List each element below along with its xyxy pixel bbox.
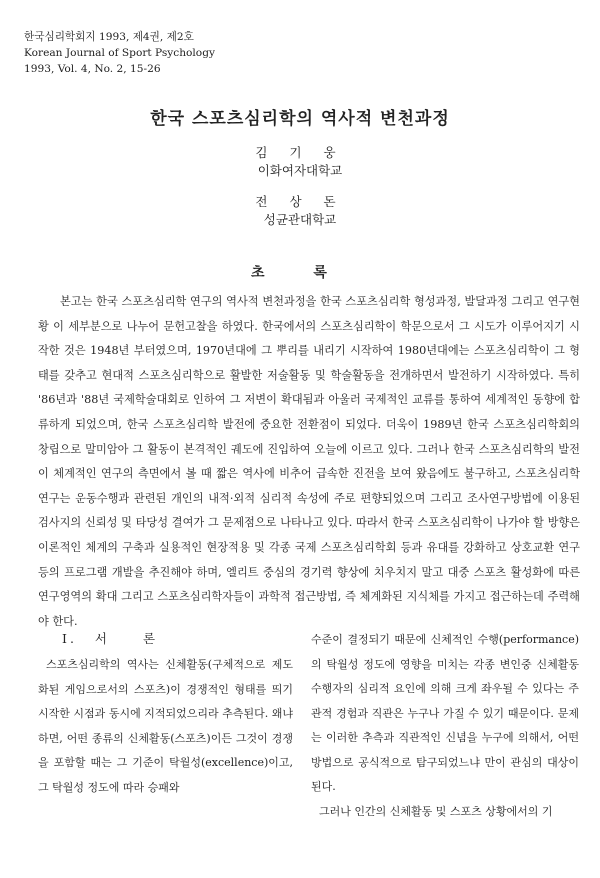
author-block-1 [0, 143, 600, 179]
body-paragraph: 수준이 결정되기 때문에 신체적인 수행(performance)의 탁월성 정도에 영향을 미치는 각종 변인중 신체활동 수행자의 심리적 요인에 의해 크게 좌우될 수 있다는 주관적 경험과 직관은 누구나 가질 수 있기 때문이다. 문제는 이러한 추측과 직관적인 신념을 누구에 의해서, 어떤 방법으로 공식적으로 탐구되었느냐 만이 관심의 대상이 된다. [311, 633, 579, 793]
body-column-right [311, 628, 579, 824]
body-paragraph: 그러나 인간의 신체활동 및 스포츠 상황에서의 기 [319, 804, 553, 818]
author-affiliation: 이화여자대학교 [257, 163, 343, 178]
section-title: 서 론 [94, 631, 172, 646]
body-column-left [38, 653, 293, 800]
body-paragraph: 스포츠심리학의 역사는 신체활동(구체적으로 제도화된 게임으로서의 스포츠)이 경쟁적인 형태를 띄기 시작한 시점과 동시에 지적되었으리라 추측된다. 왜냐하면, 어떤 종류의 신체활동(스포츠)이든 그것이 경쟁을 포함할 때는 그 기준이 탁월성(excellence)이고, 그 탁월성 정도에 따라 승패와 [38, 658, 293, 794]
journal-name-english: Korean Journal of Sport Psychology [24, 47, 215, 59]
abstract-body [38, 290, 580, 634]
section-heading [62, 629, 171, 647]
author-block-2 [0, 192, 600, 228]
abstract-heading: 초 록 [251, 265, 349, 281]
author-affiliation: 성균관대학교 [263, 212, 337, 227]
section-number: Ⅰ. [62, 631, 77, 646]
paper-title: 한국 스포츠심리학의 역사적 변천과정 [150, 109, 450, 129]
journal-volume-english: 1993, Vol. 4, No. 2, 15-26 [24, 63, 161, 75]
journal-issue-korean: 한국심리학회지 1993, 제4권, 제2호 [24, 31, 194, 43]
journal-citation [24, 29, 215, 77]
author-name: 전 상 돈 [255, 194, 345, 209]
abstract-text: 본고는 한국 스포츠심리학 연구의 역사적 변천과정을 한국 스포츠심리학 형성과정, 발달과정 그리고 연구현황 이 세부분으로 나누어 문헌고찰을 하였다. 한국에서의 스포츠심리학이 학문으로서 그 시도가 이루어지기 시작한 것은 1948년 부터였으며, 1970년대에 그 뿌리를 내리기 시작하여 1980년대에는 스포츠심리학이 그 형태를 갖추고 현대적 스포츠심리학으로 활발한 저술활동 및 학술활동을 전개하면서 발전하기 시작하였다. 특히 '86년과 '88년 국제학술대회로 인하여 그 저변이 확대됨과 아울러 국제적인 교류를 통하여 세계적인 동향에 합류하게 되었으며, 한국 스포츠심리학 발전에 중요한 전환점이 되었다. 더욱이 1989년 한국 스포츠심리학회의 창립으로 말미암아 그 활동이 본격적인 궤도에 진입하여 오늘에 이르고 있다. 그러나 한국 스포츠심리학의 발전이 체계적인 연구의 측면에서 볼 때 짧은 역사에 비추어 급속한 진전을 보여 왔음에도 불구하고, 스포츠심리학 연구는 운동수행과 관련된 개인의 내적·외적 심리적 속성에 주로 편향되었으며 그리고 조사연구방법에 이용된 검사지의 신뢰성 및 타당성 결여가 그 문제점으로 나타나고 있다. 따라서 한국 스포츠심리학이 나가야 할 방향은 이론적인 체계의 구축과 실용적인 현장적용 및 각종 국제 스포츠심리학회 등과 유대를 강화하고 상호교환 연구 등의 프로그램 개발을 추진해야 하며, 엘리트 중심의 경기력 향상에 치우치지 말고 대중 스포츠 활성화에 따른 연구영역의 확대 그리고 스포츠심리학자들이 과학적 접근방법, 즉 체계화된 지식체를 가지고 접근하는데 주력해야 한다. [38, 295, 580, 628]
author-name: 김 기 웅 [255, 145, 345, 160]
